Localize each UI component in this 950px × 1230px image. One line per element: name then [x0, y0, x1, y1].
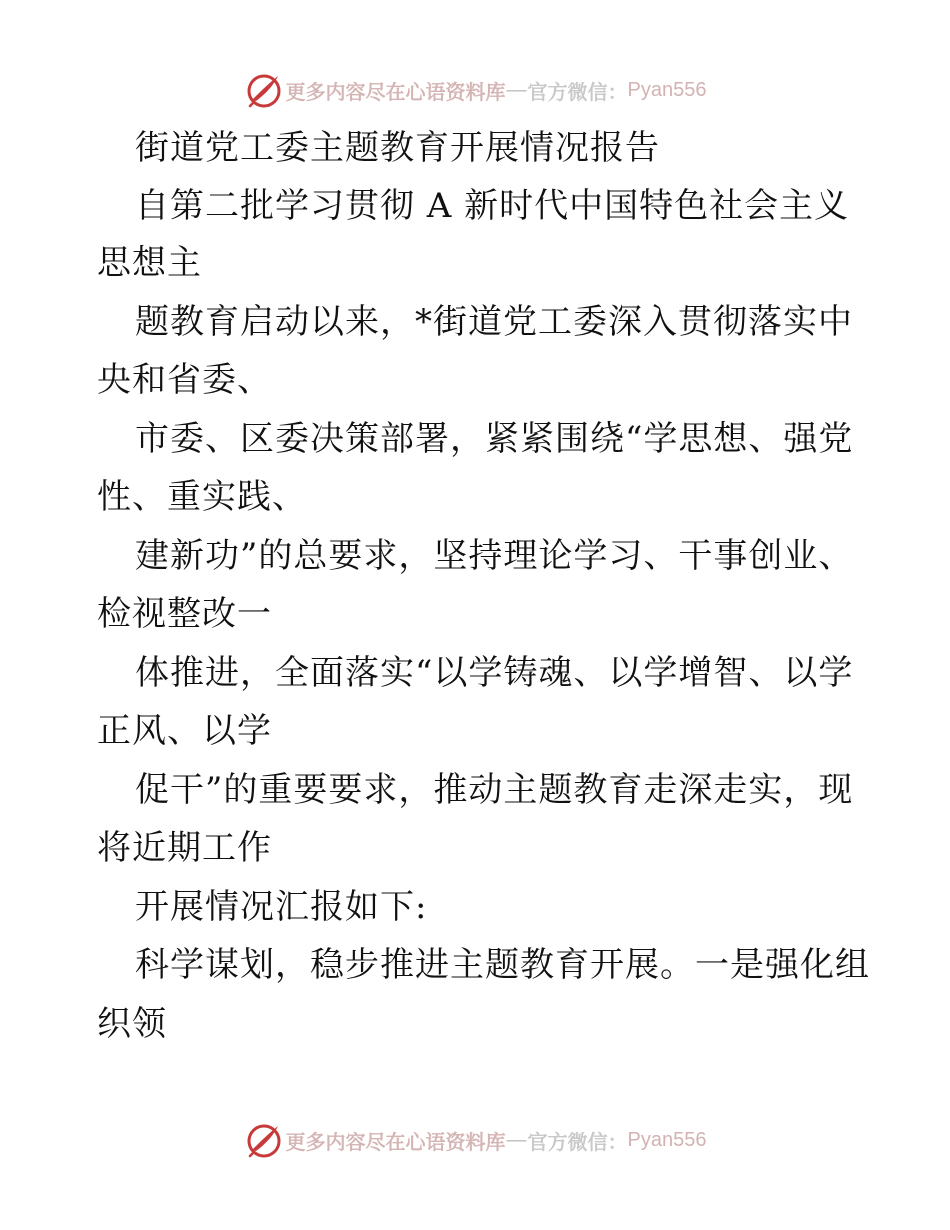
header-watermark: [0, 68, 950, 112]
watermark-dash: —: [506, 78, 527, 101]
text-line: 思想主: [97, 243, 202, 283]
watermark-wechat-id: Pyan556: [627, 78, 707, 101]
text-line: 建新功”的总要求，坚持理论学习、干事创业、: [135, 536, 854, 576]
watermark-label: 官方微信：: [527, 1129, 628, 1154]
text-line: 开展情况汇报如下:: [135, 887, 428, 927]
text-line: 促干”的重要要求，推动主题教育走深走实，现: [135, 770, 854, 810]
text-line: 正风、以学: [97, 711, 272, 751]
quill-pen-logo-icon: [244, 70, 284, 110]
watermark-label: 官方微信：: [527, 79, 628, 104]
footer-watermark: [0, 1118, 950, 1162]
watermark-wechat-id: Pyan556: [627, 1128, 707, 1151]
quill-pen-logo-icon: [244, 1120, 284, 1160]
text-line: 性、重实践、: [97, 477, 307, 517]
watermark-main-text: 更多内容尽在心语资料库: [285, 1129, 506, 1154]
text-line: 体推进，全面落实“以学铸魂、以学增智、以学: [135, 653, 854, 693]
text-line: 题教育启动以来，*街道党工委深入贯彻落实中: [135, 302, 853, 342]
text-line: 自第二批学习贯彻 A 新时代中国特色社会主义: [135, 186, 850, 226]
text-line: 央和省委、: [97, 360, 272, 400]
watermark-main-text: 更多内容尽在心语资料库: [285, 79, 506, 104]
text-line: 检视整改一: [97, 594, 272, 634]
text-line: 市委、区委决策部署，紧紧围绕“学思想、强党: [135, 419, 854, 459]
document-title: 街道党工委主题教育开展情况报告: [135, 128, 660, 168]
text-line: 将近期工作: [97, 828, 272, 868]
text-line: 科学谋划，稳步推进主题教育开展。一是强化组: [135, 945, 870, 985]
watermark-dash: —: [506, 1128, 527, 1151]
text-line: 织领: [97, 1004, 167, 1044]
